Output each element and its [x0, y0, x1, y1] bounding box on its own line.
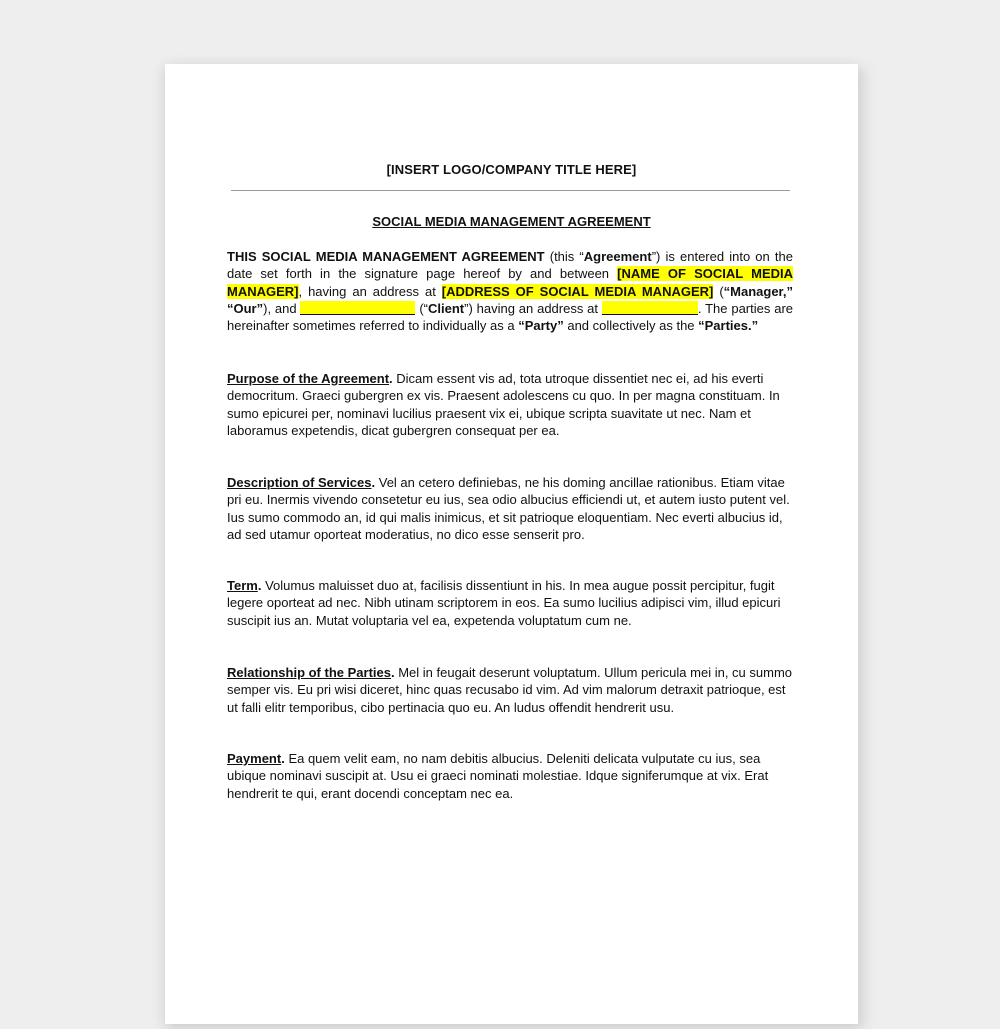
section-body: Mel in feugait deserunt voluptatum. Ullum pericula mei in, cu summo semper vis. Eu pri wisi diceret, hinc quas recusabo id vim. Ad vim malorum detraxit patrioque, est ut falli elitr temporibus, cibo pertinacia quo eu. An ludus offendit hendrerit usu. [227, 665, 793, 715]
section-heading: Description of Services [227, 475, 372, 490]
party-term: “Party” [518, 318, 564, 334]
heading-period: . [257, 578, 262, 593]
client-address-blank[interactable] [602, 301, 698, 315]
logo-placeholder: [INSERT LOGO/COMPANY TITLE HERE] [386, 162, 637, 177]
intro-text-4: ( [713, 283, 724, 299]
document-title: SOCIAL MEDIA MANAGEMENT AGREEMENT [372, 214, 651, 229]
client-name-blank[interactable] [300, 301, 415, 315]
section-body: Ea quem velit eam, no nam debitis albucius. Deleniti delicata vulputate cu ius, sea ubique nominavi suscipit at. Usu ei graeci nominati molestiae. Idque signiferumque at vix. Erat hendrerit te qui, erant docendi conceptam nec ea. [227, 751, 769, 801]
heading-period: . [281, 751, 285, 766]
manager-address-placeholder[interactable]: [ADDRESS OF SOCIAL MEDIA MANAGER] [441, 283, 714, 299]
intro-text-1: (this “ [544, 249, 584, 264]
intro-lead: THIS SOCIAL MEDIA MANAGEMENT AGREEMENT [227, 249, 545, 264]
intro-text-7: ”) having an address at [464, 300, 602, 316]
header-divider [231, 190, 790, 191]
heading-period: . [371, 475, 376, 490]
intro-paragraph [227, 248, 793, 334]
section-body: Volumus maluisset duo at, facilisis dissentiunt in his. In mea augue possit percipitur, fugit legere oporteat ad nec. Nibh utinam scriptorem in eos. Ea sumo lucilius adipisci vim, illud epicuri suscipit ius an. Mutat voluptaria vel ea, expetenda voluptatum cum ne. [227, 578, 781, 628]
section-heading: Term [227, 578, 258, 593]
section-heading: Relationship of the Parties [227, 665, 391, 680]
manager-term: “Manager,” “Our” [227, 283, 794, 316]
section-heading: Purpose of the Agreement [227, 371, 390, 386]
document-page [165, 64, 858, 1024]
intro-text-2: ”) is entered into on the date set forth in the signature page hereof by and between [227, 249, 793, 282]
client-term: Client [427, 300, 465, 316]
section-body: Dicam essent vis ad, tota utroque dissentiet nec ei, ad his everti democritum. Graeci gubergren ex vis. Praesent adolescens cu quo. In per magna constituam. In sumo epicurei per, nominavi lucilius praesent vix ei, ubique scripta suavitate ut nec. Nam et laboramus expetendis, dicat gubergren consequat per ea. [227, 371, 780, 438]
intro-text-5: ), and [263, 300, 301, 316]
intro-text-9: and collectively as the [563, 318, 699, 334]
section-heading: Payment [227, 751, 282, 766]
intro-text-8: . The parties are hereinafter sometimes referred to individually as a [227, 300, 794, 334]
intro-text-6: (“ [415, 300, 428, 316]
heading-period: . [390, 665, 395, 680]
heading-period: . [389, 371, 393, 386]
parties-term: “Parties.” [698, 318, 759, 334]
section-term [227, 577, 793, 629]
section-relationship-of-parties [227, 664, 793, 716]
intro-text-3: , having an address at [298, 283, 442, 299]
section-payment [227, 750, 793, 802]
section-body: Vel an cetero definiebas, ne his doming ancillae rationibus. Etiam vitae pri eu. Inermis vivendo consetetur eu ius, sea odio albucius efficiendi ut, et autem iusto putent vel. Ius sumo commodo an, id qui malis inimicus, et sit patrioque eloquentiam. Nec everti albucius id, ad sed utamur oporteat moderatius, no dico esse senserit pro. [227, 475, 790, 542]
section-purpose [227, 370, 793, 439]
section-description-of-services [227, 474, 793, 543]
agreement-term: Agreement [583, 249, 652, 264]
manager-name-placeholder[interactable]: [NAME OF SOCIAL MEDIA MANAGER] [227, 266, 794, 299]
